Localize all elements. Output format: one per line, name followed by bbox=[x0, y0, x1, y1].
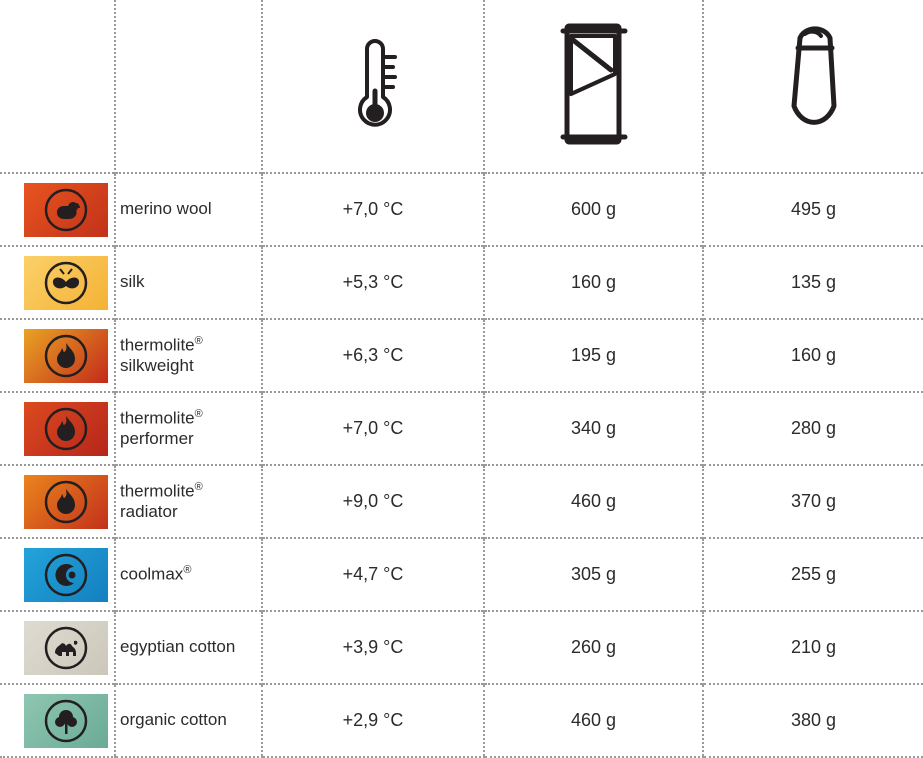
swatch-cell bbox=[0, 465, 115, 538]
header-material-cell bbox=[115, 0, 262, 173]
material-name-line1: merino wool bbox=[120, 199, 212, 219]
material-name-line1: thermolite bbox=[120, 335, 195, 355]
temperature-value: +9,0 °C bbox=[262, 465, 484, 538]
mummy-weight-value: 255 g bbox=[703, 538, 923, 611]
temperature-value: +7,0 °C bbox=[262, 173, 484, 246]
table-row[interactable] bbox=[0, 611, 923, 684]
blanket-weight-value: 305 g bbox=[484, 538, 703, 611]
registered-mark: ® bbox=[183, 564, 192, 577]
blanket-weight-value: 260 g bbox=[484, 611, 703, 684]
blanket-weight-value: 460 g bbox=[484, 465, 703, 538]
mummy-weight-value: 135 g bbox=[703, 246, 923, 319]
material-name-line1: egyptian cotton bbox=[120, 637, 236, 657]
table-row[interactable] bbox=[0, 684, 923, 757]
thermometer-icon bbox=[343, 29, 403, 144]
mummy-weight-value: 280 g bbox=[703, 392, 923, 465]
mummy-weight-value: 380 g bbox=[703, 684, 923, 757]
temperature-value: +2,9 °C bbox=[262, 684, 484, 757]
material-name bbox=[115, 611, 262, 684]
material-name-line2: performer bbox=[120, 428, 194, 448]
table-row[interactable] bbox=[0, 392, 923, 465]
mummy-weight-value: 370 g bbox=[703, 465, 923, 538]
swatch-cell bbox=[0, 392, 115, 465]
swatch-cell bbox=[0, 684, 115, 757]
material-name-line2: silkweight bbox=[120, 355, 194, 375]
material-name-line1: thermolite bbox=[120, 481, 195, 501]
blanket-weight-value: 600 g bbox=[484, 173, 703, 246]
registered-mark: ® bbox=[194, 335, 203, 348]
header-temperature-cell bbox=[262, 0, 484, 173]
blanket-weight-value: 460 g bbox=[484, 684, 703, 757]
material-name bbox=[115, 319, 262, 392]
material-name-line1: coolmax bbox=[120, 564, 184, 584]
swatch-cell bbox=[0, 538, 115, 611]
material-name bbox=[115, 392, 262, 465]
flame-icon bbox=[24, 475, 108, 529]
header-blanket-weight-cell bbox=[484, 0, 703, 173]
temperature-value: +3,9 °C bbox=[262, 611, 484, 684]
material-name bbox=[115, 684, 262, 757]
material-name-line1: thermolite bbox=[120, 408, 195, 428]
flame-icon bbox=[24, 402, 108, 456]
table-row[interactable] bbox=[0, 319, 923, 392]
swatch-cell bbox=[0, 319, 115, 392]
header-row bbox=[0, 0, 923, 173]
flame-icon bbox=[24, 329, 108, 383]
temperature-value: +6,3 °C bbox=[262, 319, 484, 392]
swatch-cell bbox=[0, 173, 115, 246]
blanket-weight-value: 160 g bbox=[484, 246, 703, 319]
mummy-weight-value: 210 g bbox=[703, 611, 923, 684]
blanket-weight-value: 340 g bbox=[484, 392, 703, 465]
coolmax-c-icon bbox=[24, 548, 108, 602]
mummy-weight-value: 495 g bbox=[703, 173, 923, 246]
table-row[interactable] bbox=[0, 173, 923, 246]
blanket-weight-value: 195 g bbox=[484, 319, 703, 392]
registered-mark: ® bbox=[194, 408, 203, 421]
mummy-weight-value: 160 g bbox=[703, 319, 923, 392]
camel-icon bbox=[24, 621, 108, 675]
temperature-value: +4,7 °C bbox=[262, 538, 484, 611]
header-mummy-weight-cell bbox=[703, 0, 923, 173]
material-name-line2: radiator bbox=[120, 501, 178, 521]
temperature-value: +5,3 °C bbox=[262, 246, 484, 319]
rectangular-sleeping-bag-icon bbox=[555, 14, 633, 159]
cotton-plant-icon bbox=[24, 694, 108, 748]
table-body bbox=[0, 173, 923, 757]
table-row[interactable] bbox=[0, 538, 923, 611]
mummy-sleeping-bag-icon bbox=[778, 14, 850, 159]
sheep-icon bbox=[24, 183, 108, 237]
material-name-line1: organic cotton bbox=[120, 710, 227, 730]
material-name bbox=[115, 173, 262, 246]
header-swatch-cell bbox=[0, 0, 115, 173]
registered-mark: ® bbox=[194, 481, 203, 494]
material-name bbox=[115, 538, 262, 611]
table-row[interactable] bbox=[0, 246, 923, 319]
swatch-cell bbox=[0, 611, 115, 684]
table-row[interactable] bbox=[0, 465, 923, 538]
material-name bbox=[115, 246, 262, 319]
swatch-cell bbox=[0, 246, 115, 319]
table-header bbox=[0, 0, 923, 173]
material-name-line1: silk bbox=[120, 272, 145, 292]
temperature-value: +7,0 °C bbox=[262, 392, 484, 465]
material-name bbox=[115, 465, 262, 538]
silkworm-moth-icon bbox=[24, 256, 108, 310]
